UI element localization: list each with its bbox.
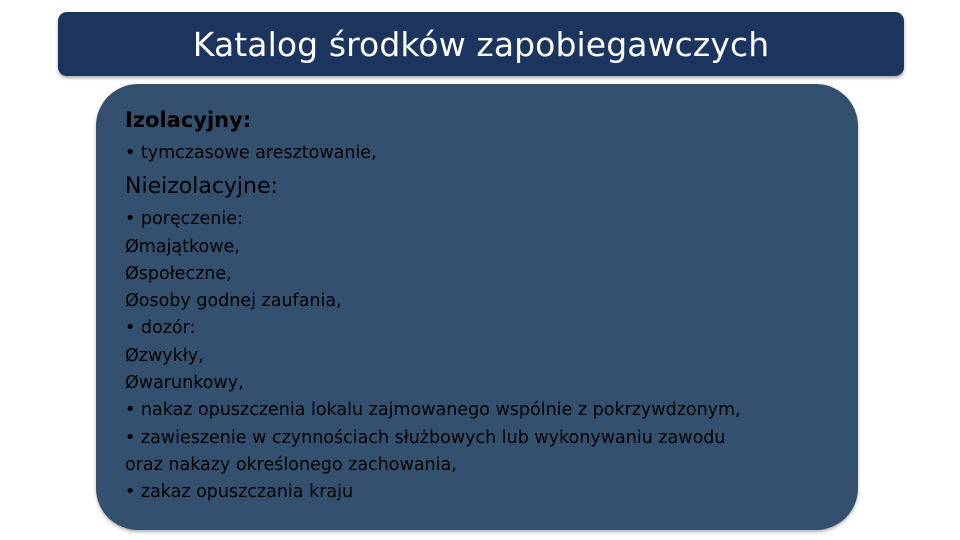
heading-isolating: Izolacyjny:: [125, 108, 252, 132]
list-item: oraz nakazy określonego zachowania,: [125, 454, 457, 475]
content-text: [125, 106, 845, 507]
list-item: • tymczasowe aresztowanie,: [125, 143, 377, 163]
slide-title: Katalog środków zapobiegawczych: [192, 24, 770, 64]
title-banner: [58, 12, 904, 76]
list-item: • zawieszenie w czynnościach służbowych lub wykonywaniu zawodu: [125, 427, 726, 448]
list-item: Øzwykły,: [125, 345, 204, 366]
list-item: Ømajątkowe,: [125, 236, 240, 257]
list-item: • nakaz opuszczenia lokalu zajmowanego wspólnie z pokrzywdzonym,: [125, 400, 741, 421]
heading-non-isolating: Nieizolacyjne:: [125, 174, 278, 200]
list-item: Øosoby godnej zaufania,: [125, 291, 342, 312]
list-item: • zakaz opuszczania kraju: [125, 482, 354, 503]
list-item: Øwarunkowy,: [125, 373, 244, 394]
list-item: • dozór:: [125, 318, 196, 339]
list-item: • poręczenie:: [125, 209, 243, 230]
list-item: Øspołeczne,: [125, 263, 232, 284]
